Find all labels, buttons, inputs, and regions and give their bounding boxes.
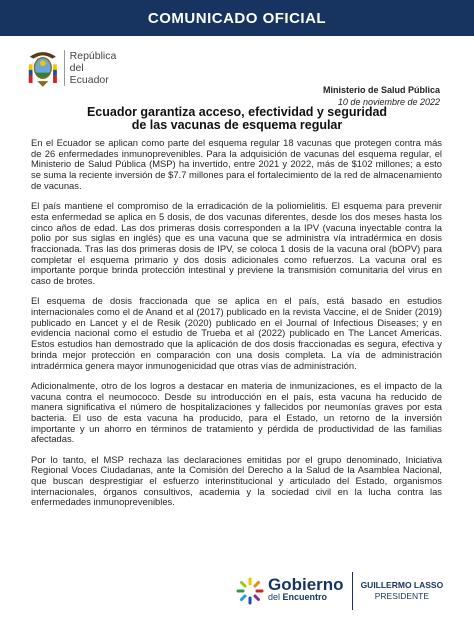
headline [40,106,434,132]
header-banner [0,0,474,36]
coat-of-arms-icon [26,46,60,90]
logo-divider [352,572,353,610]
republica-ecuador-logo [26,44,122,92]
encuentro-word: Encuentro [282,592,328,602]
logo-line-1: República [69,50,117,62]
headline-line-1: Ecuador garantiza acceso, efectividad y seguridad [86,105,388,119]
logo-text [64,50,122,86]
body-text [31,138,442,518]
gobierno-word: Gobierno [268,575,344,594]
gobierno-del-encuentro-logo [235,566,445,616]
paragraph-1: En el Ecuador se aplican como parte del esquema regular 18 vacunas que protegen contra más de 26 enfermedades inmunoprevenibles. Para la adquisición de vacunas del esquema regular, el Ministerio de Salud Pública (MSP) ha invertido, entre 2021 y 2022, más de $102 millones; a esto se suma la reciente inversión de $7.7 millones para el fortalecimiento de la red de almacenamiento de vacunas. [31,137,442,191]
del-word: del [268,592,281,602]
logo-line-2: del Ecuador [69,62,109,86]
president-block [361,580,444,602]
paragraph-3: El esquema de dosis fraccionada que se aplica en el país, está basado en estudios internacionales como el de Anand et al (2017) publicado en la revista Vaccine, el de Snider (2019) publicado en Lancet y el de Resik (2020) publicado en el Journal of Infectious Diseases; y en evidencia nacional como el estudio de Trueba et al (2022) publicado en The Lancet Americas. Estos estudios han demostrado que la aplicación de dos dosis fraccionadas es segura, efectiva y brinda mejor protección en comparación con una dosis completa. La vía de administración intradérmica genera mayor inmunogenicidad que otras vías de administración. [31,295,442,371]
paragraph-4: Adicionalmente, otro de los logros a destacar en materia de inmunizaciones, es el impacto de la vacuna contra el neumococo. Desde su introducción en el país, esta vacuna ha reducido de manera significativa el número de hospitalizaciones y fallecidos por neumonías graves por esta bacteria. El uso de esta vacuna ha producido, para el Estado, un retorno de la inversión importante y un ahorro en términos de tratamiento y pérdida de productividad de las familias afectadas. [31,379,442,445]
headline-line-2: de las vacunas de esquema regular [131,118,343,132]
publication-date: 10 de noviembre de 2022 [337,97,440,107]
gobierno-wordmark [268,575,344,604]
president-name: GUILLERMO LASSO [360,580,444,590]
sunburst-icon [235,576,265,606]
paragraph-2: El país mantiene el compromiso de la erradicación de la poliomielitis. El esquema para prevenir esta enfermedad se aplica en 5 dosis, de dos vacunas diferentes, desde los dos meses hasta los cinco años de edad. Las dos primeras dosis corresponden a la IPV (vacuna inyectable contra la polio por sus siglas en inglés) que es una vacuna que se administra vía intradérmica en dosis fraccionada. Tras las dos primeras dosis de IPV, se coloca 1 dosis de la vacuna oral (bOPV) para completar el esquema primario y dos dosis adicionales como refuerzos. La vacuna oral es importante porque brinda protección intestinal y previene la transmisión comunitaria del virus en caso de brotes. [31,200,442,287]
ministry-name: Ministerio de Salud Pública [322,85,440,95]
president-title: PRESIDENTE [374,591,430,601]
banner-title: COMUNICADO OFICIAL [147,9,327,27]
paragraph-5: Por lo tanto, el MSP rechaza las declaraciones emitidas por el grupo denominado, Iniciativa Regional Voces Ciudadanas, ante la Comisión del Derecho a la Salud de la Asamblea Nacional, que buscan desprestigiar el esfuerzo interinstitucional y articulado del Estado, organismos internacionales, órganos consultivos, academia y la sociedad civil en la lucha contra las enfermedades inmunoprevenibles. [31,453,442,508]
